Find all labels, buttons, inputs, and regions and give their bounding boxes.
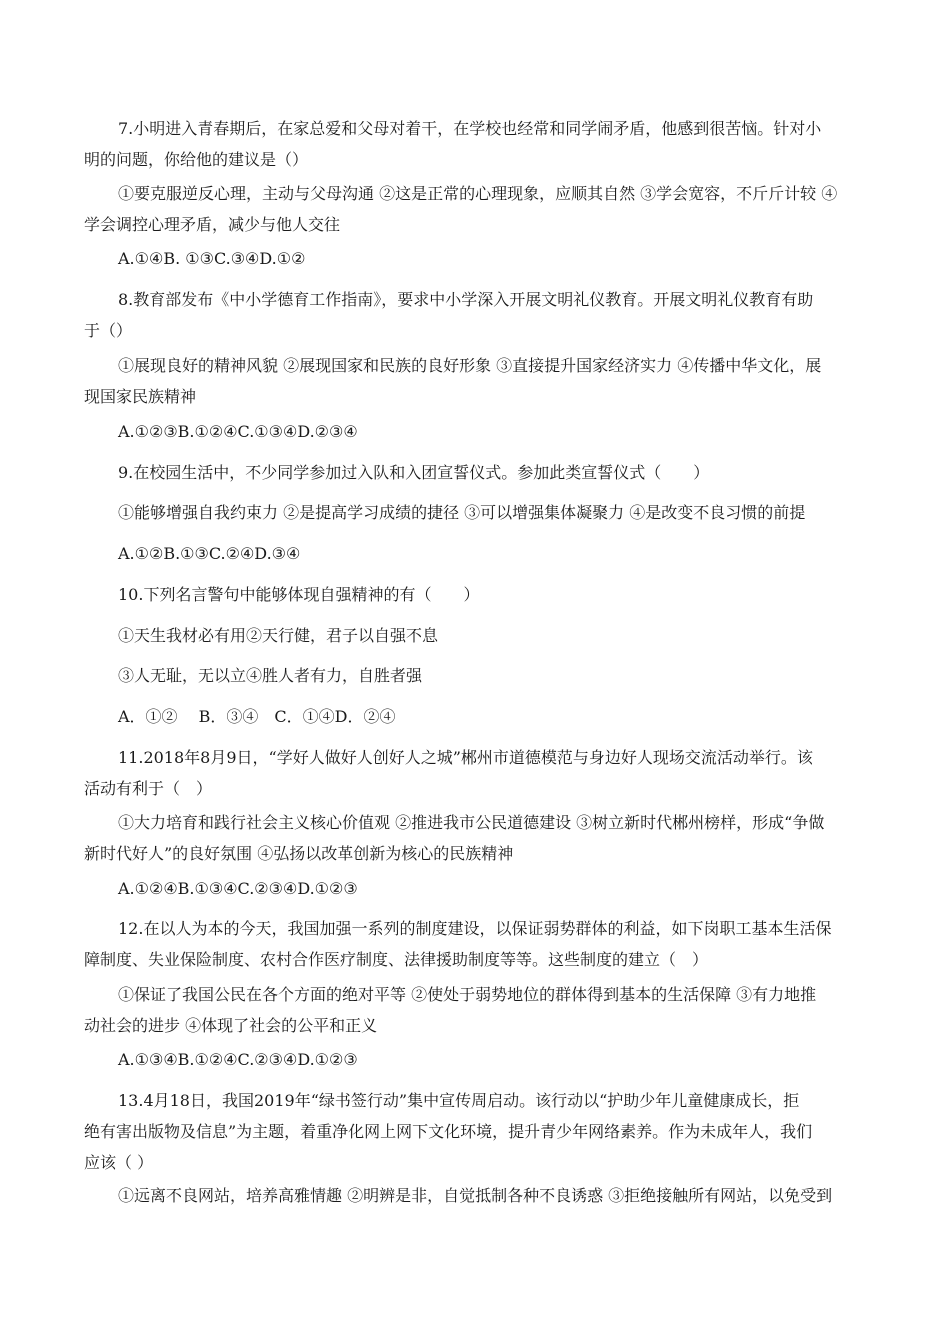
question-7-stem-line-1: 7.小明进入青春期后，在家总爱和父母对着干，在学校也经常和同学闹矛盾，他感到很苦恼。针对小: [118, 119, 822, 138]
question-12-options: [118, 1044, 866, 1075]
question-7-statement-line-1: ①要克服逆反心理，主动与父母沟通 ②这是正常的心理现象，应顺其自然 ③学会宽容，不斤斤计较 ④: [118, 184, 838, 203]
question-7-statement-line-2: 学会调控心理矛盾，减少与他人交往: [84, 215, 341, 234]
question-8-options-line: A.①②③B.①②④C.①③④D.②③④: [118, 422, 358, 441]
question-8: [84, 284, 866, 346]
question-10-options: [118, 701, 866, 732]
question-10-statement-line-2: ③人无耻，无以立④胜人者有力，自胜者强: [118, 666, 423, 685]
question-11-stem-line-2: 活动有利于（ ）: [84, 779, 213, 798]
question-11-statements: [84, 807, 866, 869]
question-8-statements: [84, 350, 866, 412]
question-11-statement-line-1: ①大力培育和践行社会主义核心价值观 ②推进我市公民道德建设 ③树立新时代郴州榜样，形成“争做: [118, 813, 825, 832]
question-9-statement-line-1: ①能够增强自我约束力 ②是提高学习成绩的捷径 ③可以增强集体凝聚力 ④是改变不良习惯的前提: [118, 503, 806, 522]
question-11-statement-line-2: 新时代好人”的良好氛围 ④弘扬以改革创新为核心的民族精神: [84, 844, 514, 863]
question-7: [84, 113, 866, 175]
question-9-options-line: A.①②B.①③C.②④D.③④: [118, 544, 301, 563]
question-10-options-line: A．①② B．③④ C．①④D．②④: [118, 707, 396, 726]
question-11-options: [118, 873, 866, 904]
question-12-stem-line-1: 12.在以人为本的今天，我国加强一系列的制度建设，以保证弱势群体的利益，如下岗职工基本生活保: [118, 919, 832, 938]
question-11-options-line: A.①②④B.①③④C.②③④D.①②③: [118, 879, 358, 898]
question-11-stem-line-1: 11.2018年8月9日，“学好人做好人创好人之城”郴州市道德模范与身边好人现场交流活动举行。该: [118, 748, 813, 767]
question-10-statement-line-1: ①天生我材必有用②天行健，君子以自强不息: [118, 626, 439, 645]
question-8-statement-line-2: 现国家民族精神: [84, 387, 197, 406]
question-13-stem-line-3: 应该（ ）: [84, 1153, 154, 1172]
question-11: [84, 742, 866, 804]
question-10-statement-1: [118, 620, 866, 651]
question-12-options-line: A.①③④B.①②④C.②③④D.①②③: [118, 1050, 358, 1069]
question-13-statement-line-1: ①远离不良网站，培养高雅情趣 ②明辨是非，自觉抵制各种不良诱惑 ③拒绝接触所有网站，以免受到: [118, 1186, 833, 1205]
question-10-stem-line-1: 10.下列名言警句中能够体现自强精神的有（ ）: [118, 585, 480, 604]
question-9-stem-line-1: 9.在校园生活中，不少同学参加过入队和入团宣誓仪式。参加此类宣誓仪式（ ）: [118, 463, 710, 482]
question-13-statements: [118, 1180, 866, 1211]
question-12-stem-line-2: 障制度、失业保险制度、农村合作医疗制度、法律援助制度等等。这些制度的建立（ ）: [84, 950, 709, 969]
question-12-statements: [84, 979, 866, 1041]
question-9: [118, 457, 866, 488]
question-10-statement-2: [118, 660, 866, 691]
question-8-stem-line-1: 8.教育部发布《中小学德育工作指南》，要求中小学深入开展文明礼仪教育。开展文明礼仪教育有助: [118, 290, 814, 309]
question-12: [84, 913, 866, 975]
question-12-statement-line-1: ①保证了我国公民在各个方面的绝对平等 ②使处于弱势地位的群体得到基本的生活保障 ③有力地推: [118, 985, 817, 1004]
question-7-statements: [84, 178, 866, 240]
question-13-stem-line-1: 13.4月18日，我国2019年“绿书签行动”集中宣传周启动。该行动以“护助少年儿童健康成长，拒: [118, 1091, 800, 1110]
question-8-statement-line-1: ①展现良好的精神风貌 ②展现国家和民族的良好形象 ③直接提升国家经济实力 ④传播中华文化，展: [118, 356, 822, 375]
question-9-statements: [118, 497, 866, 528]
question-12-statement-line-2: 动社会的进步 ④体现了社会的公平和正义: [84, 1016, 378, 1035]
question-7-options-line: A.①④B. ①③C.③④D.①②: [118, 249, 306, 268]
question-9-options: [118, 538, 866, 569]
question-8-options: [118, 416, 866, 447]
question-13-stem-line-2: 绝有害出版物及信息”为主题，着重净化网上网下文化环境，提升青少年网络素养。作为未成年人，我们: [84, 1122, 813, 1141]
question-7-stem-line-2: 明的问题，你给他的建议是（）: [84, 150, 309, 169]
question-13: [84, 1085, 866, 1178]
question-7-options: [118, 243, 866, 274]
question-8-stem-line-2: 于（）: [84, 321, 133, 340]
question-10: [118, 579, 866, 610]
